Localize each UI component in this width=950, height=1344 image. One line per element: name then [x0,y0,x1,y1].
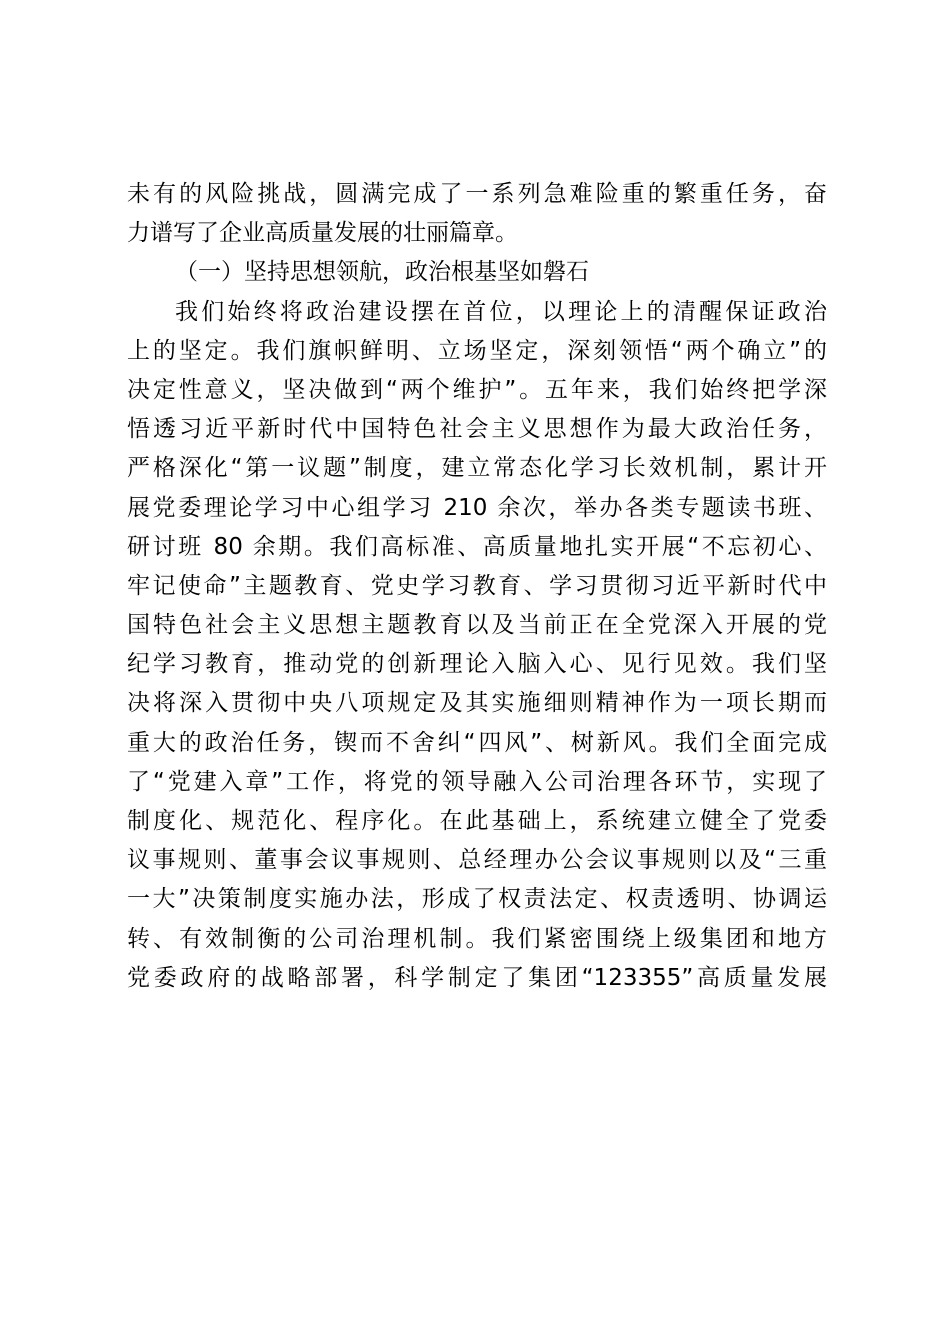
text-line-20: 转、有效制衡的公司治理机制。我们紧密围绕上级集团和地方 [127,925,827,952]
text-line-16: 了“党建入章”工作，将党的领导融入公司治理各环节，实现了 [127,768,827,795]
text-line-5: 上的坚定。我们旗帜鲜明、立场坚定，深刻领悟“两个确立”的 [127,337,827,364]
text-line-13: 纪学习教育，推动党的创新理论入脑入心、见行见效。我们坚 [127,651,827,678]
text-line-11: 牢记使命”主题教育、党史学习教育、学习贯彻习近平新时代中 [127,572,827,599]
body-text [127,175,827,998]
text-line-6: 决定性意义，坚决做到“两个维护”。五年来，我们始终把学深 [127,376,827,403]
text-line-9: 展党委理论学习中心组学习 210 余次，举办各类专题读书班、 [127,494,827,521]
text-line-10: 研讨班 80 余期。我们高标准、高质量地扎实开展“不忘初心、 [127,533,827,560]
text-line-19: 一大”决策制度实施办法，形成了权责法定、权责透明、协调运 [127,886,827,913]
text-line-1: 未有的风险挑战，圆满完成了一系列急难险重的繁重任务，奋 [127,181,827,207]
text-line-21: 党委政府的战略部署，科学制定了集团“123355”高质量发展 [127,964,827,991]
text-line-4: 我们始终将政治建设摆在首位，以理论上的清醒保证政治 [175,298,827,325]
text-line-17: 制度化、规范化、程序化。在此基础上，系统建立健全了党委 [127,808,827,834]
text-line-14: 决将深入贯彻中央八项规定及其实施细则精神作为一项长期而 [127,690,827,717]
text-line-2: 力谱写了企业高质量发展的壮丽篇章。 [127,220,518,247]
text-line-15: 重大的政治任务，锲而不舍纠“四风”、树新风。我们全面完成 [127,729,827,756]
section-heading: （一）坚持思想领航，政治根基坚如磐石 [175,259,589,286]
text-line-7: 悟透习近平新时代中国特色社会主义思想作为最大政治任务， [127,416,827,443]
text-line-8: 严格深化“第一议题”制度，建立常态化学习长效机制，累计开 [127,455,827,482]
text-line-18: 议事规则、董事会议事规则、总经理办公会议事规则以及“三重 [127,847,827,874]
text-line-12: 国特色社会主义思想主题教育以及当前正在全党深入开展的党 [127,612,827,639]
